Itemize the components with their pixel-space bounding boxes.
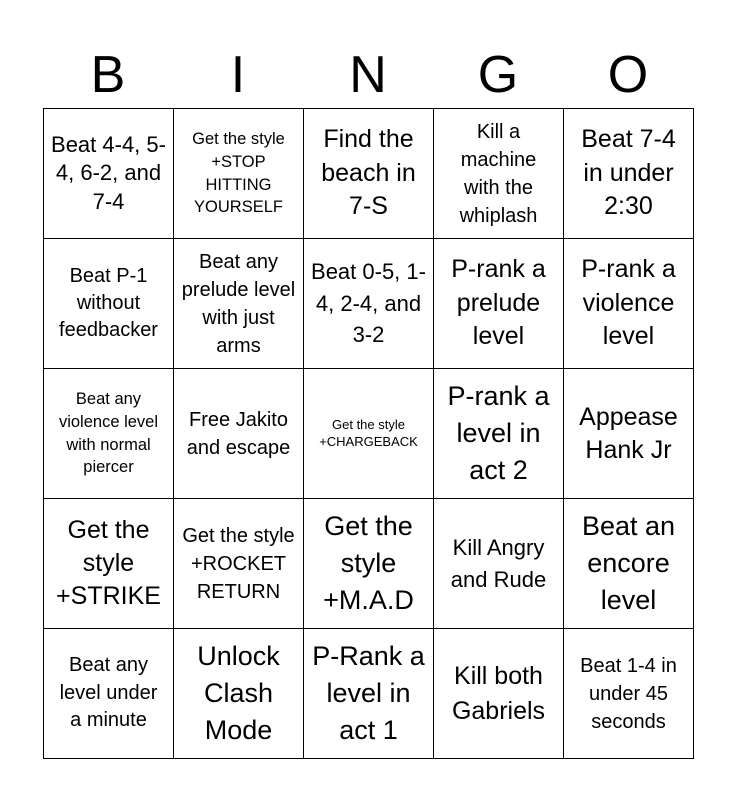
- cell-text: Get the style +ROCKET RETURN: [182, 524, 295, 603]
- cell-text: Beat 0-5, 1-4, 2-4, and 3-2: [311, 258, 426, 348]
- bingo-cell-r1c2[interactable]: [174, 109, 304, 239]
- cell-text: Kill Angry and Rude: [450, 534, 547, 592]
- cell-text: Kill both Gabriels: [451, 662, 546, 725]
- bingo-cell-r3c5[interactable]: [564, 369, 694, 499]
- bingo-cell-r4c3[interactable]: [304, 499, 434, 629]
- bingo-cell-r4c5[interactable]: [564, 499, 694, 629]
- bingo-cell-r5c5[interactable]: [564, 629, 694, 759]
- cell-text: Get the style +STOP HITTING YOURSELF: [192, 129, 285, 217]
- bingo-cell-r3c3[interactable]: [304, 369, 434, 499]
- bingo-cell-r1c1[interactable]: [44, 109, 174, 239]
- cell-text: P-rank a prelude level: [451, 254, 546, 351]
- cell-text: Beat any prelude level with just arms: [181, 250, 296, 357]
- bingo-cell-r2c3[interactable]: [304, 239, 434, 369]
- cell-text: Beat any violence level with normal piercer: [58, 389, 159, 477]
- cell-text: Beat 1-4 in under 45 seconds: [580, 654, 677, 733]
- bingo-header: [43, 42, 693, 108]
- bingo-cell-r5c2[interactable]: [174, 629, 304, 759]
- cell-text: Beat 7-4 in under 2:30: [581, 124, 676, 221]
- cell-text: Kill a machine with the whiplash: [459, 120, 538, 227]
- cell-text: Get the style +M.A.D: [323, 510, 414, 616]
- header-letter-g: G: [477, 46, 519, 104]
- bingo-cell-r3c1[interactable]: [44, 369, 174, 499]
- bingo-cell-r4c1[interactable]: [44, 499, 174, 629]
- cell-text: Beat P-1 without feedbacker: [59, 265, 158, 341]
- bingo-cell-r1c4[interactable]: [434, 109, 564, 239]
- cell-text: Beat any level under a minute: [59, 654, 158, 732]
- bingo-cell-r2c2[interactable]: [174, 239, 304, 369]
- bingo-cell-r5c1[interactable]: [44, 629, 174, 759]
- header-letter-i: I: [230, 46, 246, 104]
- bingo-cell-r2c4[interactable]: [434, 239, 564, 369]
- header-letter-b: B: [90, 46, 126, 104]
- cell-text: Free Jakito and escape: [186, 408, 291, 459]
- header-letter-o: O: [607, 46, 649, 104]
- bingo-cell-r3c4[interactable]: [434, 369, 564, 499]
- bingo-cell-r4c4[interactable]: [434, 499, 564, 629]
- cell-text: Find the beach in 7-S: [321, 124, 416, 221]
- cell-text: Get the style +CHARGEBACK: [319, 416, 418, 449]
- bingo-cell-r4c2[interactable]: [174, 499, 304, 629]
- cell-text: Beat 4-4, 5-4, 6-2, and 7-4: [51, 131, 166, 214]
- cell-text: P-Rank a level in act 1: [312, 640, 425, 746]
- cell-text: Appease Hank Jr: [579, 403, 678, 464]
- cell-text: Unlock Clash Mode: [197, 640, 280, 746]
- header-letter-n: N: [349, 46, 387, 104]
- bingo-cell-r5c3[interactable]: [304, 629, 434, 759]
- bingo-cell-r2c5[interactable]: [564, 239, 694, 369]
- bingo-cell-r3c2[interactable]: [174, 369, 304, 499]
- cell-text: Beat an encore level: [581, 510, 676, 616]
- bingo-cell-r1c5[interactable]: [564, 109, 694, 239]
- bingo-cell-r5c4[interactable]: [434, 629, 564, 759]
- bingo-board: [43, 108, 694, 759]
- cell-text: P-rank a level in act 2: [447, 380, 550, 486]
- bingo-cell-r2c1[interactable]: [44, 239, 174, 369]
- bingo-cell-r1c3[interactable]: [304, 109, 434, 239]
- cell-text: Get the style +STRIKE: [56, 516, 161, 610]
- cell-text: P-rank a violence level: [581, 254, 676, 351]
